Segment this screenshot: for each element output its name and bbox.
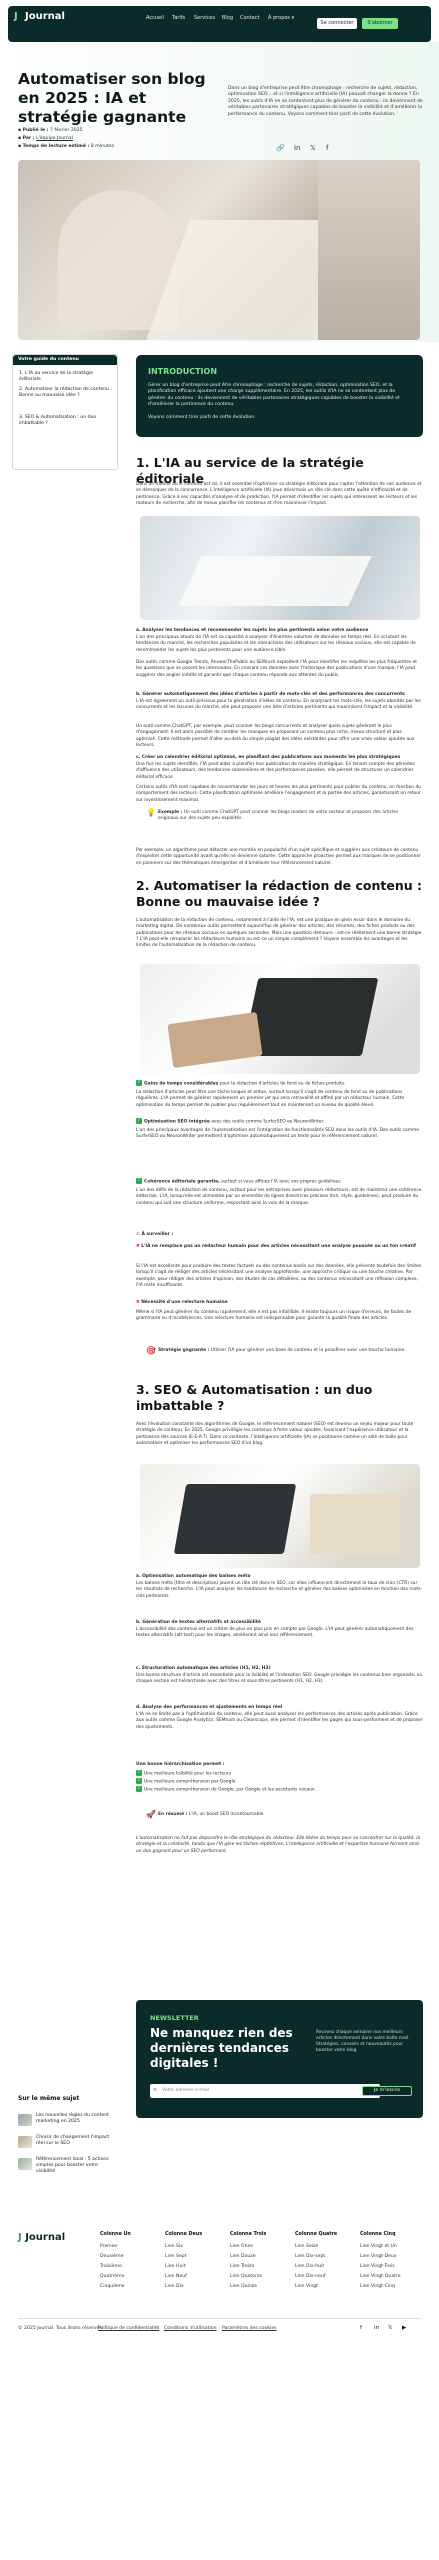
footer-col-4-title: Colonne Quatre bbox=[295, 2232, 338, 2237]
introduction-text: Gérer un blog d'entreprise peut être chronophage : recherche de sujets, rédaction, optimisation SEO, et la planification efficace ajoutent une charge supplémentaire. En 2025, les outils d'IA ne se contentent plus de générer du contenu : ils deviennent de véritables partenaires stratégiques capables de booster la visibilité et d'améliorer la pertinence du contenu. bbox=[148, 383, 400, 408]
footer-col-1-title: Colonne Un bbox=[100, 2232, 131, 2237]
s3-win-2: ✓ Une meilleure compréhension par Google bbox=[137, 1778, 236, 1785]
section-3-image bbox=[140, 1464, 420, 1568]
section-1-image bbox=[140, 516, 420, 620]
section-1-p3: L'un des principaux atouts de l'IA est sa capacité à analyser d'énormes volumes de données en temps réel. En scrutant les tendances du marché, les recherches populaires et les interactions des utilisateurs sur les réseaux sociaux, elle est capable de recommander les sujets les plus pertinents pour une audience cible. bbox=[136, 635, 416, 653]
related-thumb-3[interactable] bbox=[18, 2158, 32, 2170]
section-1-p2: Par exemple, un algorithme peut détecter une montée en popularité d'un sujet spécifique et suggérer aux créateurs de contenu d'exploiter cette opportunité avant qu'elle ne devienne saturée. Cette approche proactive permet aux marques de se positionner en pionniers sur des thématiques émergentes et d'améliorer leur référencement naturel. bbox=[136, 848, 421, 866]
share-facebook-icon[interactable]: f bbox=[326, 144, 329, 152]
nav-contact[interactable]: Contact bbox=[240, 15, 260, 21]
hero-image bbox=[18, 160, 420, 340]
section-2-p3: L'un des principaux avantages de l'automatisation est l'intégration de fonctionnalités SEO dans les outils d'IA. Des outils comme SurferSEO ou NeuronWriter permettent d'optimiser automatiquement un texte pour le référencement naturel. bbox=[136, 1128, 420, 1140]
user-icon: ▪ bbox=[18, 136, 23, 141]
check-icon: ✓ bbox=[137, 1770, 141, 1775]
footer-youtube-icon[interactable]: ▶ bbox=[402, 2325, 407, 2331]
section-3-title: 3. SEO & Automatisation : un duo imbattable ? bbox=[136, 1382, 373, 1413]
footer-link[interactable]: Lien Vingt-Quatre bbox=[360, 2274, 401, 2279]
footer-link[interactable]: Lien Douze bbox=[230, 2254, 256, 2259]
table-of-contents bbox=[12, 354, 118, 470]
signup-button[interactable]: S'abonner bbox=[362, 18, 398, 29]
section-1-title: 1. L'IA au service de la stratégie éditoriale bbox=[136, 455, 364, 486]
s3-wins-title: Une bonne hiérarchisation permet : bbox=[136, 1762, 225, 1767]
clock-icon: ▪ bbox=[18, 144, 23, 149]
footer-logo[interactable]: J Journal bbox=[18, 2232, 66, 2243]
nav-home[interactable]: Accueil bbox=[146, 15, 164, 21]
check-icon: ✓ bbox=[137, 1118, 141, 1123]
footer-link[interactable]: Lien Sept bbox=[165, 2254, 187, 2259]
section-2-p5: Si l'IA est excellente pour produire des textes factuels ou des contenus basés sur des données, elle présente toutefois des limites lorsqu'il s'agit de rédiger des articles nécessitant une analyse approfondie, une approche critique ou une touche créative. Par exemple, pour rédiger des articles d'opinion, des études de cas détaillées, ou des contenus nécessitant une réflexion complexe, l'IA reste insuffisante. bbox=[136, 1264, 422, 1288]
footer-link[interactable]: Quatrième bbox=[100, 2274, 125, 2279]
s2-watch-title: ⚠ À surveiller : bbox=[136, 1232, 174, 1237]
toc-title: Votre guide du contenu bbox=[13, 355, 117, 365]
s3-summary-callout: 🚀 En résumé : L'IA, un boost SEO incontournable bbox=[146, 1810, 264, 1819]
footer-link[interactable]: Lien Neuf bbox=[165, 2274, 187, 2279]
check-icon: ✓ bbox=[137, 1778, 141, 1783]
article-meta-readtime: ▪ Temps de lecture estimé : 8 minutes bbox=[18, 144, 114, 149]
nav-pricing[interactable]: Tarifs bbox=[172, 15, 186, 21]
s1-heading-a: a. Analyser les tendances et recommander les sujets les plus pertinents selon votre audience bbox=[136, 628, 369, 633]
footer-link[interactable]: Cinquième bbox=[100, 2284, 125, 2289]
section-2-p4: L'un des défis de la rédaction de contenu, surtout pour les entreprises avec plusieurs rédacteurs, est de maintenir une cohérence éditoriale. L'IA, lorsqu'elle est alimentée par un ensemble de lignes directrices précises (ton, style, guidelines), peut produire du contenu qui suit une structure uniforme, respectant ainsi la voix de la marque. bbox=[136, 1188, 422, 1206]
footer-link[interactable]: Lien Dix bbox=[165, 2284, 184, 2289]
s2-watch-2: ✖ Nécessité d'une relecture humaine bbox=[136, 1300, 228, 1305]
calendar-icon: ▪ bbox=[18, 128, 23, 133]
footer-link[interactable]: Lien Vingt et Un bbox=[360, 2244, 397, 2249]
section-1-p8: Certains outils d'IA sont capables de recommander les jours et heures les plus pertinents pour publier du contenu, en fonction du comportement des lecteurs. Cette planification optimisée améliore l'engagement et la portée des articles, garantissant un retour sur investissement maximal. bbox=[136, 785, 422, 803]
related-thumb-1[interactable] bbox=[18, 2114, 32, 2126]
background-wall-shape bbox=[318, 160, 420, 340]
section-2-title: 2. Automatiser la rédaction de contenu : Bonne ou mauvaise idée ? bbox=[136, 878, 422, 909]
mail-icon: ✉ bbox=[153, 2088, 157, 2093]
share-x-icon[interactable]: 𝕏 bbox=[310, 144, 316, 152]
toc-item-3[interactable]: 3. SEO & Automatisation : un duo imbattable ? bbox=[19, 415, 97, 426]
s3-heading-c: c. Structuration automatique des articles (H1, H2, H3) bbox=[136, 1666, 271, 1671]
notebook-shape bbox=[167, 1012, 262, 1068]
footer-divider bbox=[18, 2318, 421, 2319]
footer-link[interactable]: Lien Seize bbox=[295, 2244, 319, 2249]
footer-link[interactable]: Lien Dix-neuf bbox=[295, 2274, 326, 2279]
footer-col-5-title: Colonne Cinq bbox=[360, 2232, 396, 2237]
check-icon: ✓ bbox=[137, 1080, 141, 1085]
login-button[interactable]: Se connecter bbox=[317, 18, 357, 29]
site-logo[interactable]: J Journal bbox=[14, 11, 65, 22]
footer-x-icon[interactable]: 𝕏 bbox=[388, 2325, 393, 2331]
footer-linkedin-icon[interactable]: in bbox=[374, 2325, 380, 2331]
laptop-shape-2 bbox=[242, 978, 379, 1056]
footer-link[interactable]: Lien Quatorze bbox=[230, 2274, 263, 2279]
newsletter-submit-button[interactable]: Je m'inscris bbox=[362, 2086, 412, 2096]
footer-facebook-icon[interactable]: f bbox=[360, 2325, 362, 2331]
footer-link[interactable]: Troisième bbox=[100, 2264, 122, 2269]
paper-shape bbox=[310, 1494, 400, 1554]
footer-copyright: © 2025 Journal. Tous droits réservés. bbox=[18, 2326, 104, 2331]
section-3-p6: L'automatisation ne fait pas disparaître le rôle stratégique du rédacteur. Elle libère du temps pour se concentrer sur la qualité, la stratégie et la créativité, tandis que l'IA gère les tâches répétitives. L'intelligence artificielle et l'expertise humaine forment ainsi un duo gagnant pour un SEO performant. bbox=[136, 1836, 421, 1854]
introduction-box bbox=[136, 355, 423, 437]
section-1-p4: Des outils comme Google Trends, AnswerThePublic ou SEMrush exploitent l'IA pour identifier les requêtes les plus fréquentes et les questions que se posent les internautes. En croisant ces données avec l'historique des publications d'une marque, l'IA peut suggérer des angles inédits et garantir que chaque contenu réponde aux attentes du public. bbox=[136, 660, 417, 678]
related-thumb-2[interactable] bbox=[18, 2136, 32, 2148]
footer-link[interactable]: Lien Vingt-Deux bbox=[360, 2254, 397, 2259]
footer-link[interactable]: Lien Vingt bbox=[295, 2284, 318, 2289]
newsletter-section bbox=[136, 2000, 423, 2118]
article-title: Automatiser son blog en 2025 : IA et stratégie gagnante bbox=[18, 70, 206, 126]
footer-link[interactable]: Lien Huit bbox=[165, 2264, 186, 2269]
toc-item-1[interactable]: 1. L'IA au service de la stratégie éditoriale bbox=[19, 371, 94, 382]
documents-shape bbox=[178, 556, 371, 606]
laptop-shape-3 bbox=[174, 1484, 296, 1554]
s2-gain-1: ✓ Gains de temps considérables pour la rédaction d'articles de fond ou de fiches produits. bbox=[137, 1080, 346, 1087]
footer-link[interactable]: Lien Six bbox=[165, 2244, 183, 2249]
lightbulb-icon: 💡 bbox=[146, 808, 156, 817]
section-3-p5: L'IA ne se limite pas à l'optimisation du contenu, elle peut aussi analyser les performances des articles après publication. Grâce aux outils comme Google Analytics, SEMrush ou Clearscope, elle permet d'identifier les pages qui sous-performent et de proposer des ajustements. bbox=[136, 1712, 423, 1730]
section-2-p1: L'automatisation de la rédaction de contenu, notamment à l'aide de l'IA, est une pratique en plein essor dans le domaine du marketing digital. De nombreux outils permettent aujourd'hui de générer des articles, des résumés, des fiches produits ou des publications pour les réseaux sociaux en quelques secondes. Mais une question demeure : est-ce réellement une bonne stratégie ? L'IA peut-elle remplacer les rédacteurs humains ou est-ce un simple complément ? Voyons ensemble les avantages et les limites de l'automatisation de la rédaction de contenu. bbox=[136, 918, 422, 949]
s2-gain-2: ✓ Optimisation SEO intégrée avec des outils comme SurferSEO ou NeuronWriter. bbox=[137, 1118, 325, 1125]
section-3-p3: L'accessibilité des contenus est un critère de plus en plus pris en compte par Google. L'IA peut générer automatiquement des textes alternatifs (alt text) pour les images, améliorant ainsi leur référencement. bbox=[136, 1627, 414, 1639]
footer-privacy-link[interactable]: Politique de confidentialité bbox=[98, 2326, 160, 2331]
toc-item-2[interactable]: 2. Automatiser la rédaction de contenu : Bonne ou mauvaise idée ? bbox=[19, 387, 113, 398]
newsletter-email-input[interactable]: ✉ Votre adresse e-mail bbox=[150, 2084, 380, 2098]
section-3-p4: Une bonne structure d'article est essentielle pour la lisibilité et l'indexation SEO. Google privilégie les contenus bien organisés, où chaque section est hiérarchisée avec des titres et sous-titres pertinents (H1, H2, H3). bbox=[136, 1673, 423, 1685]
footer-link[interactable]: Lien Dix-huit bbox=[295, 2264, 325, 2269]
footer-link[interactable]: Lien Treize bbox=[230, 2264, 255, 2269]
footer-link[interactable]: Lien Quinze bbox=[230, 2284, 257, 2289]
section-1-p5: L'IA est également un outil précieux pour la génération d'idées de contenu. En analysant les mots-clés, les sujets abordés par les concurrents et les lacunes du marché, elle peut proposer une liste d'articles pertinents qui maximisent l'impact et la visibilité. bbox=[136, 699, 421, 711]
footer-link[interactable]: Lien Dix-sept bbox=[295, 2254, 326, 2259]
cross-icon: ✖ bbox=[136, 1244, 142, 1249]
related-item-3[interactable]: Référencement local : 5 actions simples pour booster votre visibilité bbox=[36, 2157, 109, 2174]
s1-heading-b: b. Générer automatiquement des idées d'articles à partir de mots-clés et des performances des concurrents bbox=[136, 692, 405, 697]
newsletter-headline: Ne manquez rien des dernières tendances digitales ! bbox=[150, 2026, 293, 2070]
footer-col-3-title: Colonne Trois bbox=[230, 2232, 267, 2237]
share-linkedin-icon[interactable]: in bbox=[294, 144, 301, 152]
newsletter-text: Recevez chaque semaine nos meilleurs articles directement dans votre boîte mail. Stratégies, conseils et nouveautés pour booster votre blog. bbox=[316, 2030, 410, 2053]
s2-strategy-callout: 🎯 Stratégie gagnante : Utiliser l'IA pour générer une base de contenu et la peaufiner avec une touche humaine. bbox=[146, 1346, 406, 1355]
newsletter-label: NEWSLETTER bbox=[150, 2014, 199, 2022]
check-icon: ✓ bbox=[137, 1786, 141, 1791]
share-link-icon[interactable]: 🔗 bbox=[276, 144, 285, 152]
s3-heading-d: d. Analyse des performances et ajustements en temps réel bbox=[136, 1705, 283, 1710]
article-lede: Dans un blog d'entreprise peut être chronophage : recherche de sujets, rédaction, optimisation SEO... et si l'intelligence artificielle (IA) pouvait changer la donne ? En 2025, les outils d'IA ne se contentent plus de générer du contenu : ils deviennent de véritables partenaires stratégiques capables de booster la visibilité et d'améliorer la performance du contenu. Voyons comment tirer parti de cette évolution. bbox=[228, 86, 423, 117]
section-2-p6: Même si l'IA peut générer du contenu rapidement, elle n'est pas infaillible. Il existe toujours un risque d'erreurs, de fautes de grammaire ou d'incohérences. Une relecture humaine est indispensable pour garantir la qualité finale des articles. bbox=[136, 1310, 412, 1322]
introduction-text-2: Voyons comment tirer parti de cette évolution. bbox=[148, 415, 256, 420]
article-meta-author: ▪ Par : L'équipe Journal bbox=[18, 136, 73, 141]
s1-heading-c: c. Créer un calendrier éditorial optimisé, en planifiant des publications aux moments les plus stratégiques bbox=[136, 755, 401, 760]
footer-link[interactable]: Lien Vingt-Trois bbox=[360, 2264, 395, 2269]
related-title: Sur le même sujet bbox=[18, 2095, 80, 2102]
nav-about-dropdown[interactable]: À propos ▾ bbox=[268, 15, 295, 21]
footer-terms-link[interactable]: Conditions d'utilisation bbox=[164, 2326, 217, 2331]
s3-heading-b: b. Génération de textes alternatifs et accessibilité bbox=[136, 1620, 261, 1625]
s3-heading-a: a. Optimisation automatique des balises méta bbox=[136, 1574, 251, 1579]
section-2-image bbox=[140, 964, 420, 1074]
section-2-p2: La rédaction d'articles peut être une tâche longue et ardue, surtout lorsqu'il s'agit de contenu de fond ou de publications régulières. L'IA permet de générer rapidement un premier jet qui sera retravaillé et affiné par un rédacteur humain. Cette optimisation du temps permet de publier plus régulièrement tout en maintenant un niveau de qualité élevé. bbox=[136, 1090, 405, 1108]
introduction-title: INTRODUCTION bbox=[148, 367, 218, 376]
target-icon: 🎯 bbox=[146, 1346, 156, 1355]
related-item-1[interactable]: Les nouvelles règles du content marketing en 2025 bbox=[36, 2113, 109, 2124]
rocket-icon: 🚀 bbox=[146, 1810, 156, 1819]
s1-example-callout: 💡 Exemple : Un outil comme ChatGPT peut scanner les blogs leaders de votre secteur et proposer des articles originaux sur des sujets peu exploités. bbox=[146, 808, 399, 822]
cross-icon: ✖ bbox=[136, 1300, 142, 1305]
logo-j-icon: J bbox=[14, 11, 18, 22]
nav-services[interactable]: Services bbox=[194, 15, 216, 21]
footer-link[interactable]: Premier bbox=[100, 2244, 118, 2249]
footer-link[interactable]: Lien Vingt-Cinq bbox=[360, 2284, 395, 2289]
warning-icon: ⚠ bbox=[136, 1232, 142, 1237]
section-1-p6: Un outil comme ChatGPT, par exemple, peut scanner les blogs concurrents et analyser quels sujets génèrent le plus d'engagement. Il est alors possible de combler les manques en proposant un contenu plus riche, mieux structuré et plus optimisé. Cette méthode permet d'aller au-delà du simple plagiat des idées existantes pour offrir une vraie valeur ajoutée aux lecteurs. bbox=[136, 724, 415, 748]
s2-watch-1: ✖ L'IA ne remplace pas un rédacteur humain pour des articles nécessitant une analyse poussée ou un ton créatif bbox=[136, 1244, 416, 1249]
footer-link[interactable]: Lien Onze bbox=[230, 2244, 253, 2249]
section-3-p1: Avec l'évolution constante des algorithmes de Google, le référencement naturel (SEO) est devenu un enjeu majeur pour toute stratégie de contenu. En 2025, Google privilégie les contenus à forte valeur ajoutée, favorisant l'expérience utilisateur et la pertinence des sources (E-E-A-T). Dans ce contexte, l'intelligence artificielle (IA) se positionne comme un allié de taille pour automatiser et optimiser les performances SEO d'un blog. bbox=[136, 1422, 414, 1446]
section-1-p1: Dans un monde où le contenu est roi, il est essentiel d'optimiser sa stratégie éditoriale pour capter l'attention de son audience et se démarquer de la concurrence. L'intelligence artificielle (IA) joue désormais un rôle clé dans cette quête d'efficacité et de pertinence. Grâce à ses capacités d'analyse et de prédiction, l'IA permet d'identifier les sujets qui intéressent les lecteurs et les moteurs de recherche, afin de mieux planifier les contenus et d'en maximiser l'impact. bbox=[136, 482, 422, 506]
s3-win-3: ✓ Une meilleure compréhension de Google, par Google et les assistants vocaux. bbox=[137, 1786, 316, 1793]
article-meta-published: ▪ Publié le : 7 février 2025 bbox=[18, 128, 83, 133]
footer-link[interactable]: Deuxième bbox=[100, 2254, 124, 2259]
related-item-2[interactable]: Choisir de changement l'impact réel sur le SEO bbox=[36, 2135, 110, 2146]
s2-gain-3: ✓ Cohérence éditoriale garantie, surtout si vous affinez l'IA avec vos propres guidelines. bbox=[137, 1178, 342, 1185]
footer-col-2-title: Colonne Deux bbox=[165, 2232, 203, 2237]
s3-win-1: ✓ Une meilleure lisibilité pour les lecteurs bbox=[137, 1770, 231, 1777]
section-3-p2: Les balises méta (titre et description) jouent un rôle clé dans le SEO, car elles influencent directement le taux de clics (CTR) sur les résultats de recherche. L'IA peut analyser les tendances de recherche et générer des balises optimisées en fonction des mots-clés pertinents. bbox=[136, 1581, 422, 1599]
logo-j-icon: J bbox=[18, 2232, 26, 2243]
section-1-p7: Une fois les sujets identifiés, l'IA peut aider à planifier leur publication de manière stratégique. En tenant compte des périodes d'affluence des utilisateurs, des tendances saisonnières et des performances passées, elle permet de structurer un calendrier éditorial efficace. bbox=[136, 762, 415, 780]
footer-cookies-link[interactable]: Paramètres des cookies bbox=[222, 2326, 277, 2331]
check-icon: ✓ bbox=[137, 1178, 141, 1183]
nav-blog[interactable]: Blog bbox=[222, 15, 234, 21]
